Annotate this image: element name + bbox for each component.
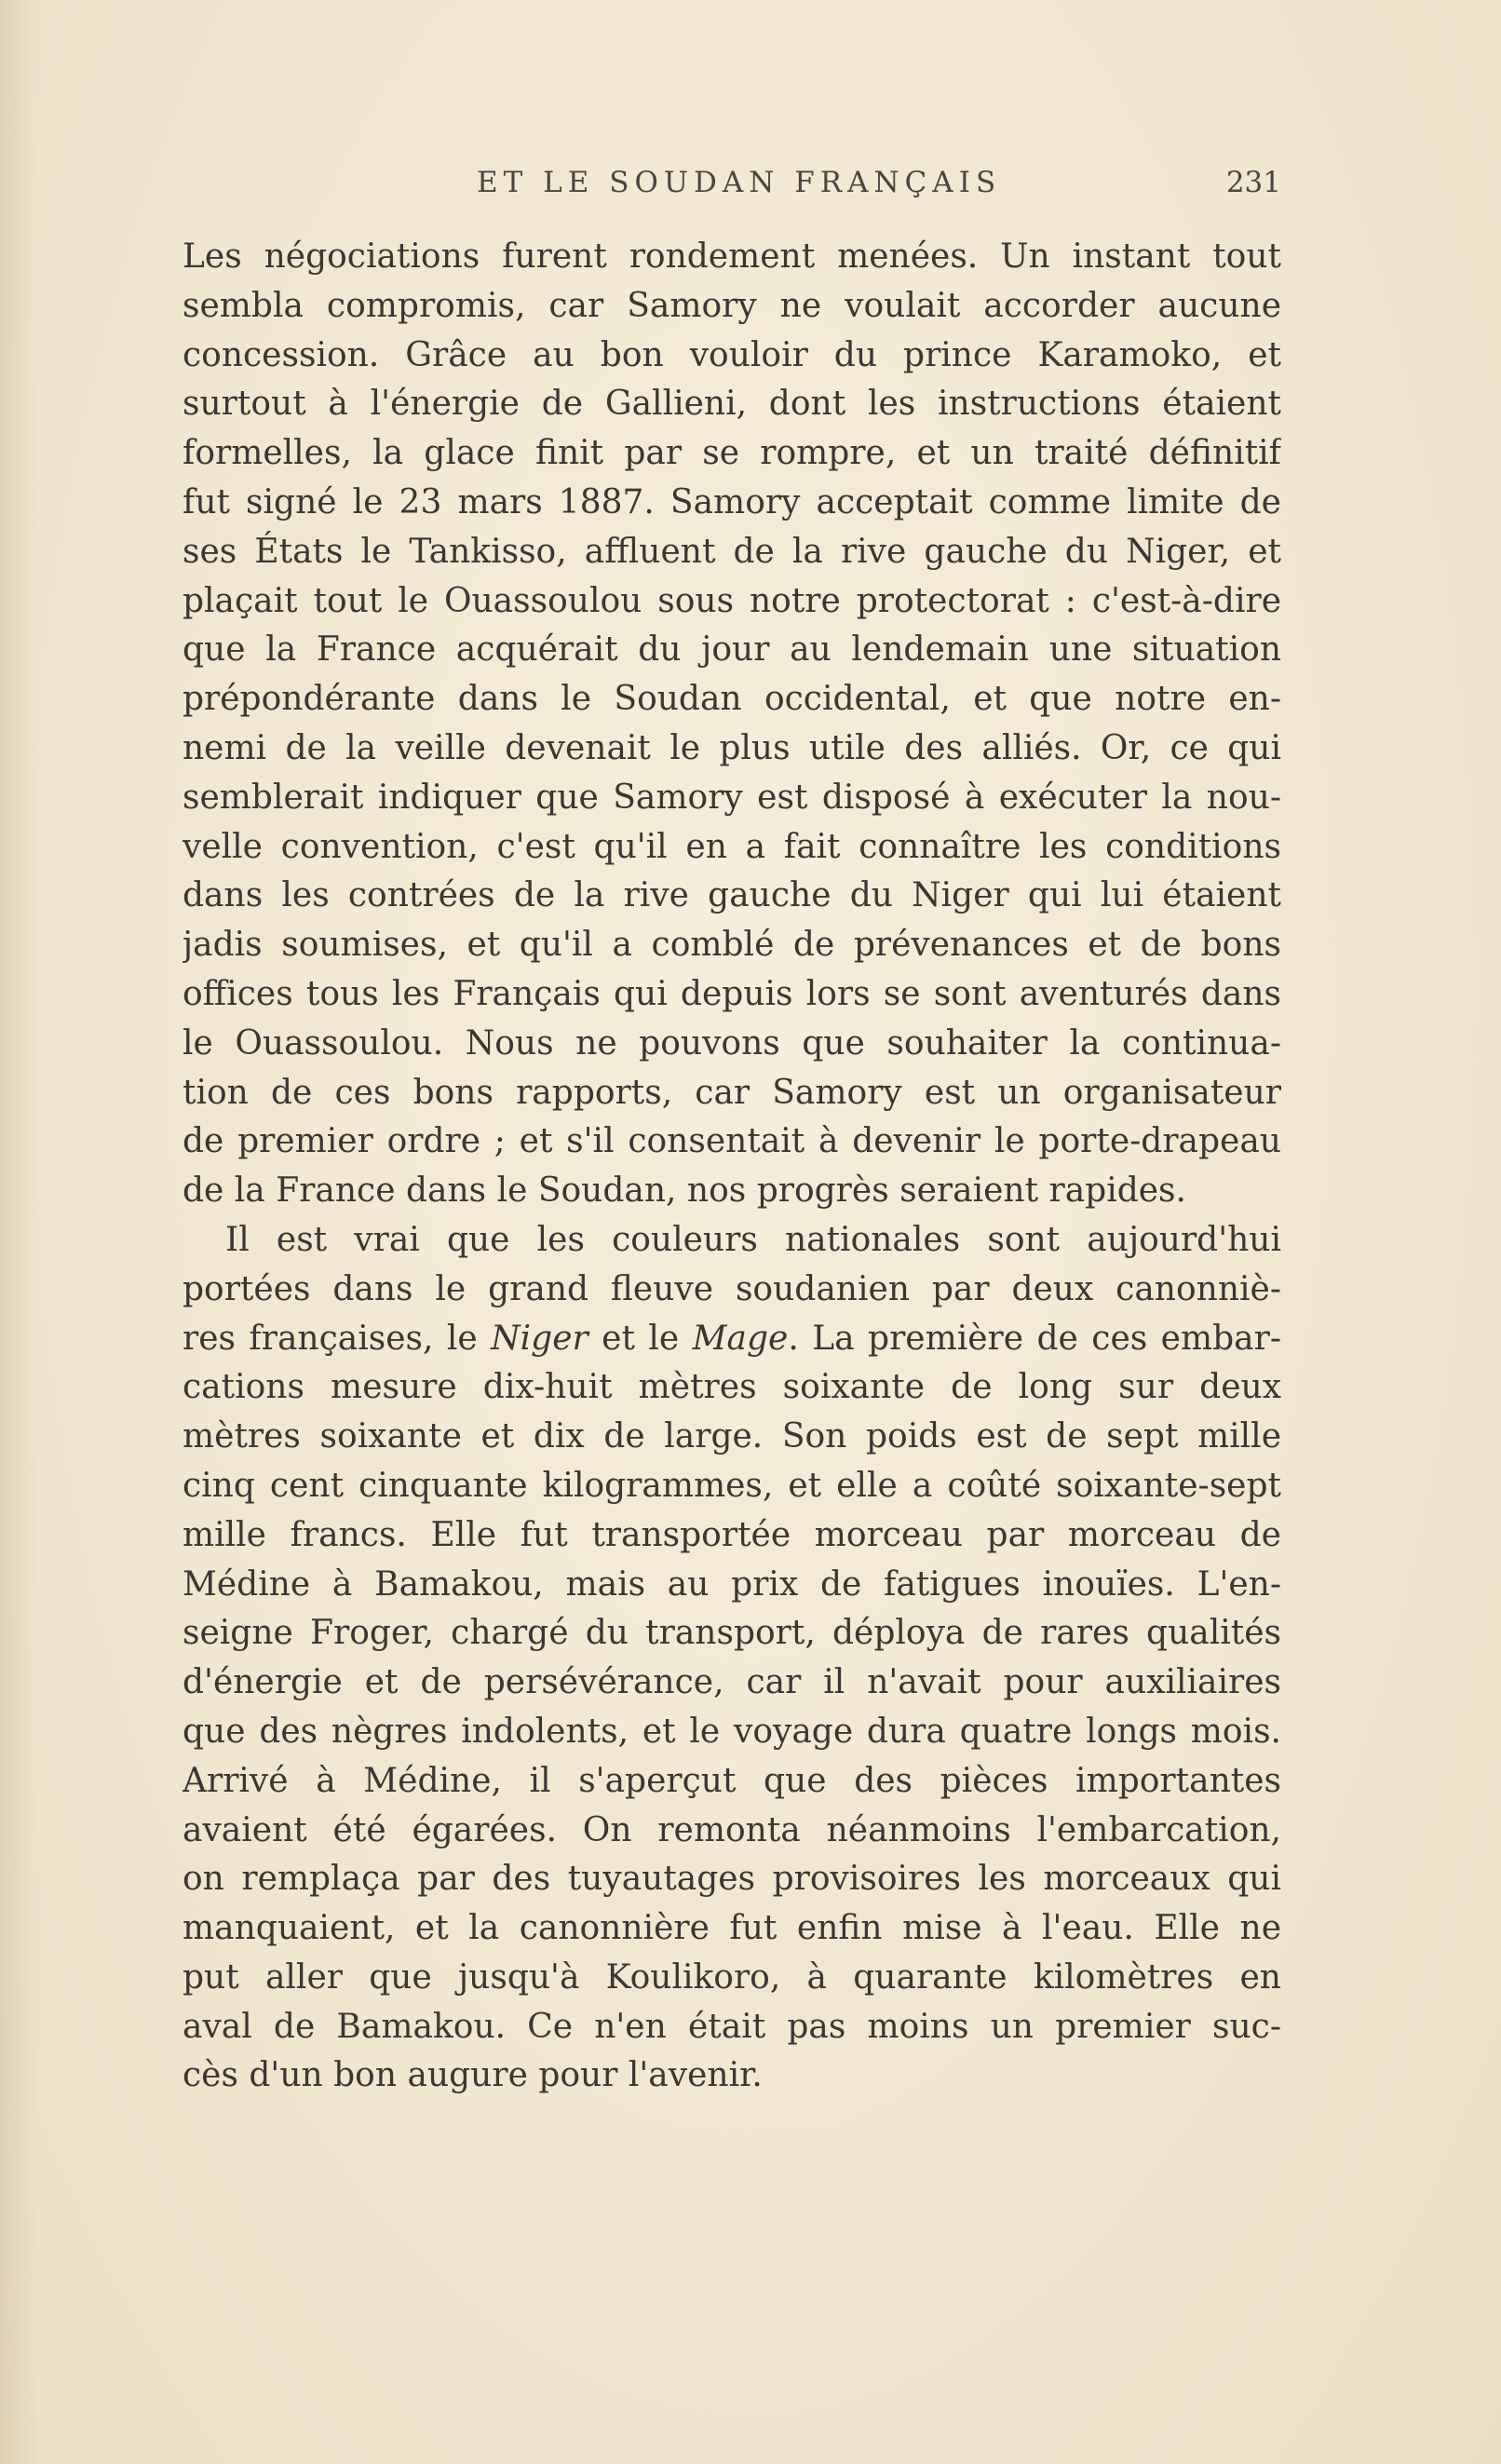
text-line: plaçait tout le Ouassoulou sous notre protectorat : c'est-à-dire (183, 581, 1281, 620)
text-line: que la France acquérait du jour au lendemain une situation (183, 630, 1281, 670)
text-line: dans les contrées de la rive gauche du Niger qui lui étaient (183, 876, 1281, 915)
text-line: mètres soixante et dix de large. Son poids est de sept mille (183, 1417, 1281, 1456)
text-segment: res françaises, le (183, 1319, 492, 1358)
text-line: velle convention, c'est qu'il en a fait connaître les conditions (183, 827, 1281, 866)
text-line: manquaient, et la canonnière fut enfin mise à l'eau. Elle ne (183, 1909, 1281, 1948)
text-line: avaient été égarées. On remonta néanmoins l'embarcation, (183, 1810, 1281, 1849)
text-line: cès d'un bon augure pour l'avenir. (183, 2056, 763, 2095)
text-line: portées dans le grand fleuve soudanien par deux canonniè- (183, 1269, 1281, 1308)
text-line-with-italics (183, 1315, 1281, 1364)
text-line: Les négociations furent rondement menées. Un instant tout (183, 237, 1281, 276)
text-line: de la France dans le Soudan, nos progrès seraient rapides. (183, 1171, 1186, 1211)
text-line: seigne Froger, chargé du transport, déploya de rares qualités (183, 1614, 1281, 1653)
text-line: prépondérante dans le Soudan occidental, et que notre en- (183, 680, 1281, 719)
text-line: aval de Bamakou. Ce n'en était pas moins un premier suc- (183, 2007, 1281, 2046)
text-line: fut signé le 23 mars 1887. Samory acceptait comme limite de (183, 482, 1281, 521)
text-line: Médine à Bamakou, mais au prix de fatigues inouïes. L'en- (183, 1564, 1281, 1604)
text-line: Il est vrai que les couleurs nationales sont aujourd'hui (225, 1220, 1281, 1259)
text-line: on remplaça par des tuyautages provisoires les morceaux qui (183, 1860, 1281, 1899)
page-edge-shadow (0, 0, 37, 2464)
text-line: de premier ordre ; et s'il consentait à devenir le porte-drapeau (183, 1122, 1281, 1161)
text-line: nemi de la veille devenait le plus utile des alliés. Or, ce qui (183, 728, 1281, 767)
text-line: mille francs. Elle fut transportée morceau par morceau de (183, 1515, 1281, 1554)
text-segment: et le (588, 1319, 693, 1358)
text-line: jadis soumises, et qu'il a comblé de prévenances et de bons (183, 926, 1281, 965)
page-header (183, 166, 1294, 218)
boat-name-niger: Niger (491, 1319, 588, 1358)
text-line: surtout à l'énergie de Gallieni, dont les instructions étaient (183, 385, 1281, 424)
text-line: offices tous les Français qui depuis lors se sont aventurés dans (183, 974, 1281, 1013)
text-line: le Ouassoulou. Nous ne pouvons que souhaiter la continua- (183, 1023, 1281, 1063)
text-line: concession. Grâce au bon vouloir du prince Karamoko, et (183, 335, 1281, 374)
text-line: sembla compromis, car Samory ne voulait accorder aucune (183, 286, 1281, 325)
text-line: put aller que jusqu'à Koulikoro, à quarante kilomètres en (183, 1957, 1281, 1997)
boat-name-mage: Mage (692, 1319, 789, 1358)
text-line: cations mesure dix-huit mètres soixante de long sur deux (183, 1368, 1281, 1407)
text-line: que des nègres indolents, et le voyage dura quatre longs mois. (183, 1712, 1281, 1751)
text-segment: . La première de ces embar- (788, 1319, 1281, 1358)
text-line: tion de ces bons rapports, car Samory est un organisateur (183, 1073, 1281, 1112)
text-line: Arrivé à Médine, il s'aperçut que des pièces importantes (183, 1761, 1281, 1800)
body-text (183, 233, 1281, 2101)
text-line: ses États le Tankisso, affluent de la rive gauche du Niger, et (183, 532, 1281, 571)
text-line: cinq cent cinquante kilogrammes, et elle a coûté soixante-sept (183, 1466, 1281, 1505)
text-line: semblerait indiquer que Samory est disposé à exécuter la nou- (183, 778, 1281, 817)
page-number: 231 (1225, 166, 1281, 199)
running-head-title: ET LE SOUDAN FRANÇAIS (477, 166, 1002, 199)
text-line: d'énergie et de persévérance, car il n'avait pour auxiliaires (183, 1663, 1281, 1702)
text-line: formelles, la glace finit par se rompre, et un traité définitif (183, 434, 1281, 473)
